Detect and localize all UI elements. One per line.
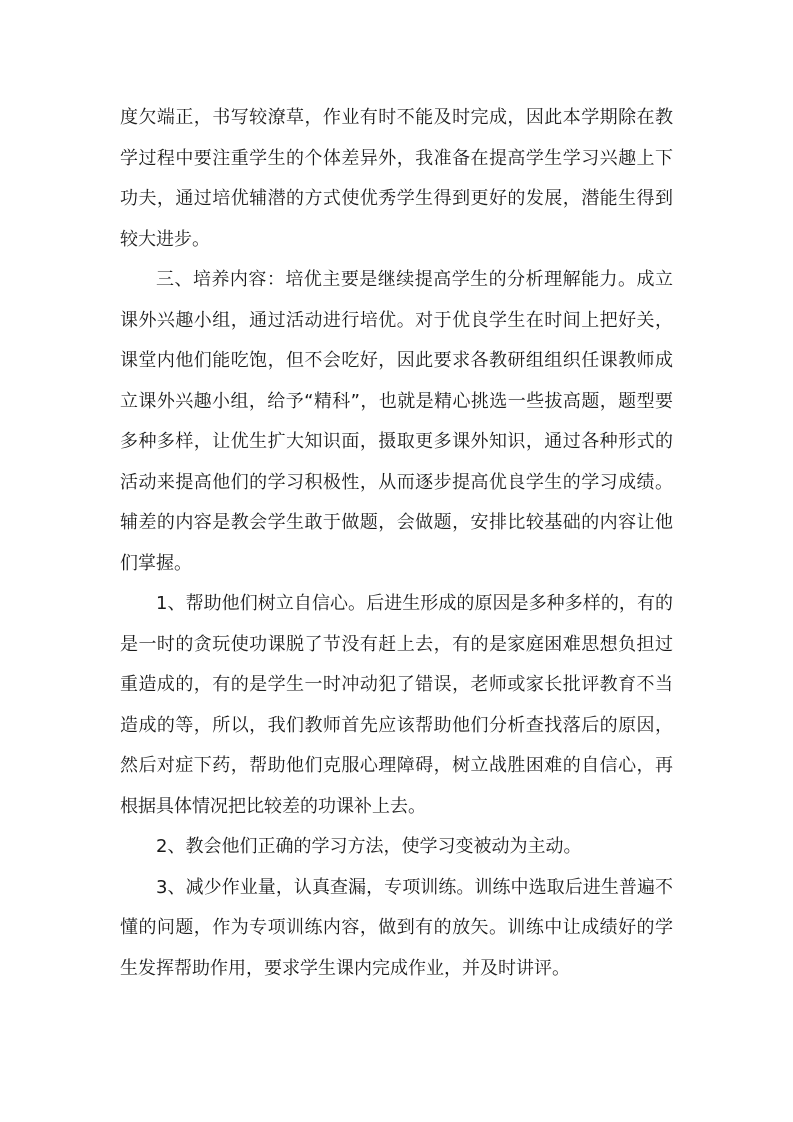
paragraph-continuation: 度欠端正，书写较潦草，作业有时不能及时完成，因此本学期除在教学过程中要注重学生的个体差异外，我准备在提高学生学习兴趣上下功夫，通过培优辅潜的方式使优秀学生得到更好的发展，潜能生得到较大进步。 <box>120 107 673 250</box>
paragraph-item-2: 2、教会他们正确的学习方法，使学习变被动为主动。 <box>156 836 582 857</box>
document-body <box>120 98 673 989</box>
paragraph-item-1: 1、帮助他们树立自信心。后进生形成的原因是多种多样的，有的是一时的贪玩使功课脱了节没有赶上去，有的是家庭困难思想负担过重造成的，有的是学生一时冲动犯了错误，老师或家长批评教育不当造成的等，所以，我们教师首先应该帮助他们分析查找落后的原因，然后对症下药，帮助他们克服心理障碍，树立战胜困难的自信心，再根据具体情况把比较差的功课补上去。 <box>120 593 673 817</box>
paragraph-item-3: 3、减少作业量，认真查漏，专项训练。训练中选取后进生普遍不懂的问题，作为专项训练内容，做到有的放矢。训练中让成绩好的学生发挥帮助作用，要求学生课内完成作业，并及时讲评。 <box>120 876 673 979</box>
paragraph-training-content: 三、培养内容：培优主要是继续提高学生的分析理解能力。成立课外兴趣小组，通过活动进行培优。对于优良学生在时间上把好关，课堂内他们能吃饱，但不会吃好，因此要求各教研组组织任课教师成立课外兴趣小组，给予“精科”，也就是精心挑选一些拔高题，题型要多种多样，让优生扩大知识面，摄取更多课外知识，通过各种形式的活动来提高他们的学习积极性，从而逐步提高优良学生的学习成绩。辅差的内容是教会学生敢于做题，会做题，安排比较基础的内容让他们掌握。 <box>120 269 673 574</box>
